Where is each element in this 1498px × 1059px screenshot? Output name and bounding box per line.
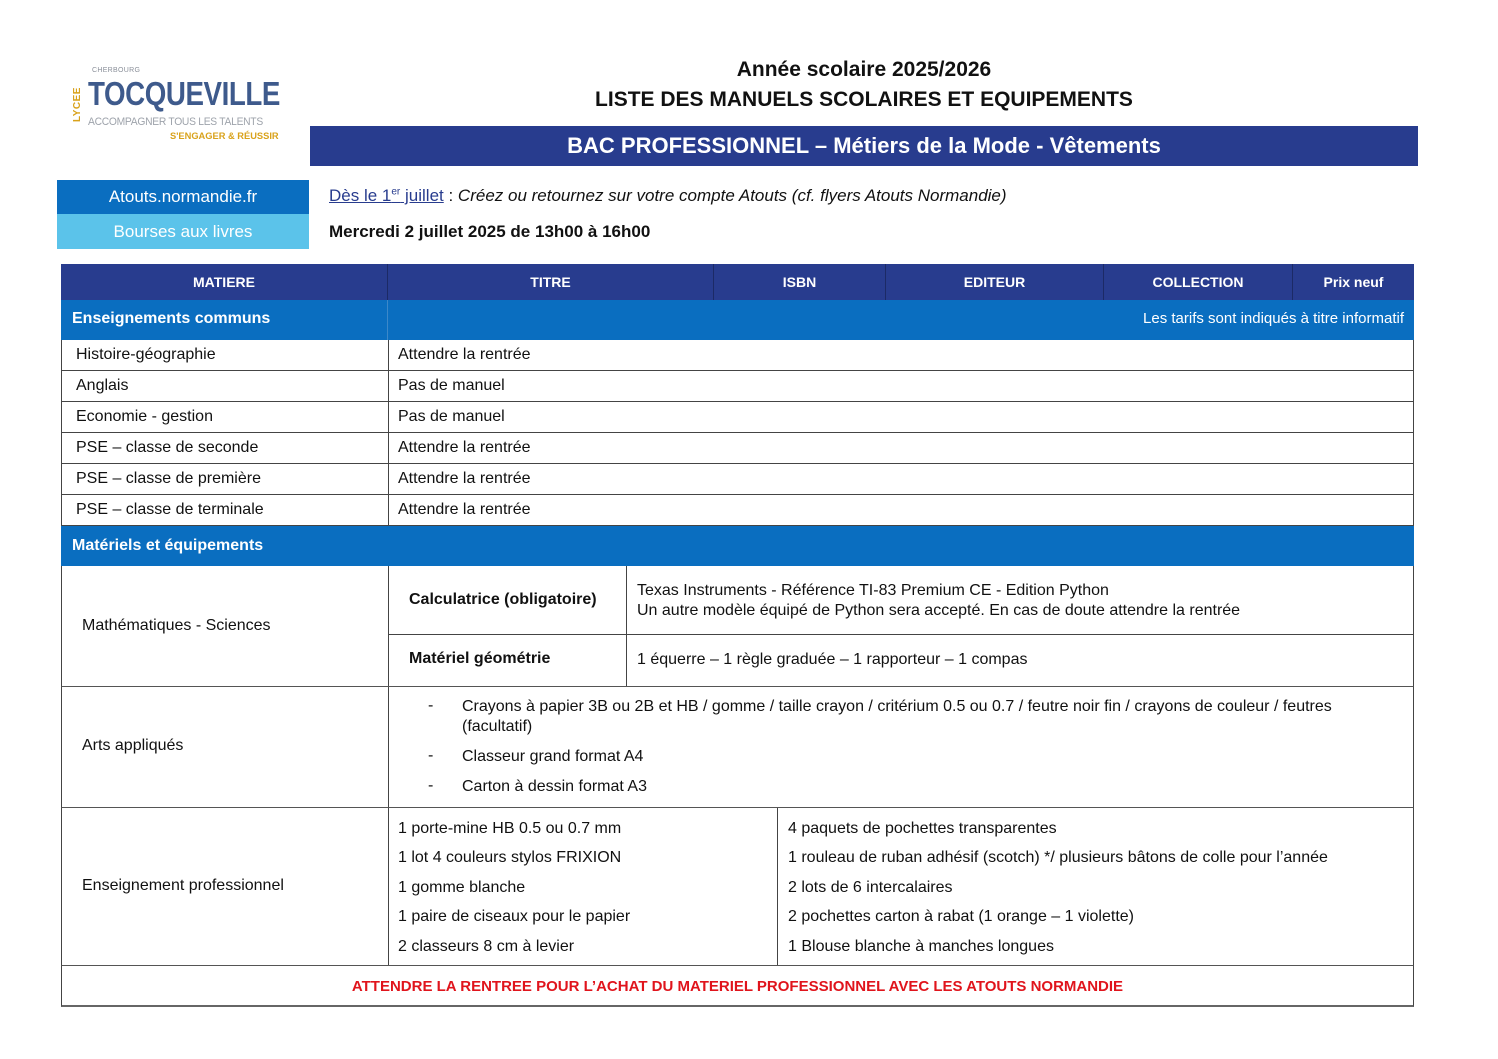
section-common <box>61 300 1414 340</box>
section-equipment <box>61 526 1414 566</box>
table-row <box>61 371 1414 402</box>
logo-school-name: TOCQUEVILLE <box>88 75 281 112</box>
atouts-date-link[interactable] <box>329 186 444 205</box>
pro-item: 4 paquets de pochettes transparentes <box>788 820 1057 837</box>
atouts-date-prefix: Dès le 1 <box>329 186 392 205</box>
logo-lycee-text: LYCEE <box>72 87 83 123</box>
program-banner: BAC PROFESSIONNEL – Métiers de la Mode - Vêtements <box>310 126 1418 166</box>
divider <box>388 687 389 807</box>
titre-cell: Attendre la rentrée <box>398 470 531 487</box>
section-common-label: Enseignements communs <box>72 310 271 327</box>
pro-item: 2 pochettes carton à rabat (1 orange – 1 violette) <box>788 908 1134 926</box>
logo-city-text: CHERBOURG <box>92 67 141 74</box>
col-header-matiere: MATIERE <box>61 264 388 300</box>
col-header-titre: TITRE <box>388 264 714 300</box>
logo-motto: S'ENGAGER & RÉUSSIR <box>170 131 279 141</box>
section-equipment-label: Matériels et équipements <box>72 537 264 554</box>
titre-cell: Attendre la rentrée <box>398 439 531 456</box>
arts-block <box>61 687 1414 808</box>
divider <box>388 433 389 463</box>
table-row <box>61 402 1414 433</box>
list-title: LISTE DES MANUELS SCOLAIRES ET EQUIPEMENTS <box>595 88 1133 111</box>
school-year-title: Année scolaire 2025/2026 <box>736 58 992 81</box>
divider <box>388 371 389 401</box>
pro-item: 1 rouleau de ruban adhésif (scotch) */ plusieurs bâtons de colle pour l’année <box>788 849 1328 867</box>
divider <box>626 635 627 686</box>
divider <box>626 566 627 634</box>
geometry-details: 1 équerre – 1 règle graduée – 1 rapporteur – 1 compas <box>637 651 1028 668</box>
atouts-text: Créez ou retournez sur votre compte Atouts (cf. flyers Atouts Normandie) <box>457 186 1007 205</box>
warning-row: ATTENDRE LA RENTREE POUR L’ACHAT DU MATERIEL PROFESSIONNEL AVEC LES ATOUTS NORMANDIE <box>61 966 1414 1007</box>
pro-list-left <box>398 814 630 961</box>
bourses-info: Mercredi 2 juillet 2025 de 13h00 à 16h00 <box>329 222 651 241</box>
pro-item: 1 Blouse blanche à manches longues <box>788 937 1054 955</box>
matiere-cell: PSE – classe de terminale <box>76 501 264 518</box>
geometry-row <box>389 635 1413 686</box>
atouts-info <box>329 186 1007 206</box>
titre-cell: Attendre la rentrée <box>398 346 531 363</box>
arts-subject: Arts appliqués <box>82 737 184 754</box>
pro-subject: Enseignement professionnel <box>82 877 284 894</box>
calculator-label: Calculatrice (obligatoire) <box>409 591 597 608</box>
divider <box>388 340 389 370</box>
pro-item: 1 lot 4 couleurs stylos FRIXION <box>398 849 622 867</box>
pro-block <box>61 808 1414 966</box>
atouts-date-sup: er <box>391 186 401 198</box>
col-header-prix: Prix neuf <box>1323 274 1384 290</box>
divider <box>388 464 389 494</box>
table-row <box>61 340 1414 371</box>
math-block <box>61 566 1414 687</box>
arts-item: Classeur grand format A4 <box>462 748 644 765</box>
col-header-collection: COLLECTION <box>1104 264 1293 300</box>
titre-cell: Pas de manuel <box>398 408 505 425</box>
calculator-details <box>637 581 1240 621</box>
math-subject: Mathématiques - Sciences <box>82 617 271 634</box>
divider <box>777 808 778 965</box>
pro-item: 1 paire de ciseaux pour le papier <box>398 908 631 926</box>
arts-item: Crayons à papier 3B ou 2B et HB / gomme / taille crayon / critérium 0.5 ou 0.7 / feutre noir fin / crayons de couleur / feutres (facultatif) <box>462 698 1332 735</box>
matiere-cell: PSE – classe de première <box>76 470 261 487</box>
bullet: - <box>428 747 434 764</box>
atouts-date-suffix: juillet <box>400 186 444 205</box>
school-logo <box>72 66 287 146</box>
divider <box>388 495 389 525</box>
matiere-cell: Economie - gestion <box>76 408 213 425</box>
table-row <box>61 464 1414 495</box>
matiere-cell: PSE – classe de seconde <box>76 439 259 456</box>
matiere-cell: Histoire-géographie <box>76 346 216 363</box>
pro-item: 2 lots de 6 intercalaires <box>788 878 953 896</box>
atouts-separator: : <box>443 186 458 205</box>
atouts-label-box: Atouts.normandie.fr <box>57 180 309 214</box>
col-header-isbn: ISBN <box>714 264 886 300</box>
table-header-row <box>61 264 1414 300</box>
titre-cell: Pas de manuel <box>398 377 505 394</box>
arts-item: Carton à dessin format A3 <box>462 778 647 795</box>
calculator-line: Un autre modèle équipé de Python sera accepté. En cas de doute attendre la rentrée <box>637 602 1241 619</box>
pro-item: 2 classeurs 8 cm à levier <box>398 937 575 955</box>
titre-cell: Attendre la rentrée <box>398 501 531 518</box>
geometry-label: Matériel géométrie <box>409 650 551 667</box>
divider <box>387 300 388 340</box>
bullet: - <box>428 697 434 714</box>
matiere-cell: Anglais <box>76 377 129 394</box>
bourses-label-box: Bourses aux livres <box>57 214 309 249</box>
logo-tagline: ACCOMPAGNER TOUS LES TALENTS <box>88 116 263 128</box>
pro-item: 1 gomme blanche <box>398 878 526 896</box>
pro-list-right <box>788 814 1328 961</box>
table-row <box>61 495 1414 526</box>
calculator-row <box>389 566 1413 635</box>
bullet: - <box>428 777 434 794</box>
calculator-line: Texas Instruments - Référence TI-83 Premium CE - Edition Python <box>637 582 1109 599</box>
divider <box>388 808 389 965</box>
pro-item: 1 porte-mine HB 0.5 ou 0.7 mm <box>398 820 622 837</box>
prices-note: Les tarifs sont indiqués à titre informatif <box>1143 310 1404 327</box>
col-header-editeur: EDITEUR <box>886 264 1104 300</box>
divider <box>388 402 389 432</box>
table-row <box>61 433 1414 464</box>
